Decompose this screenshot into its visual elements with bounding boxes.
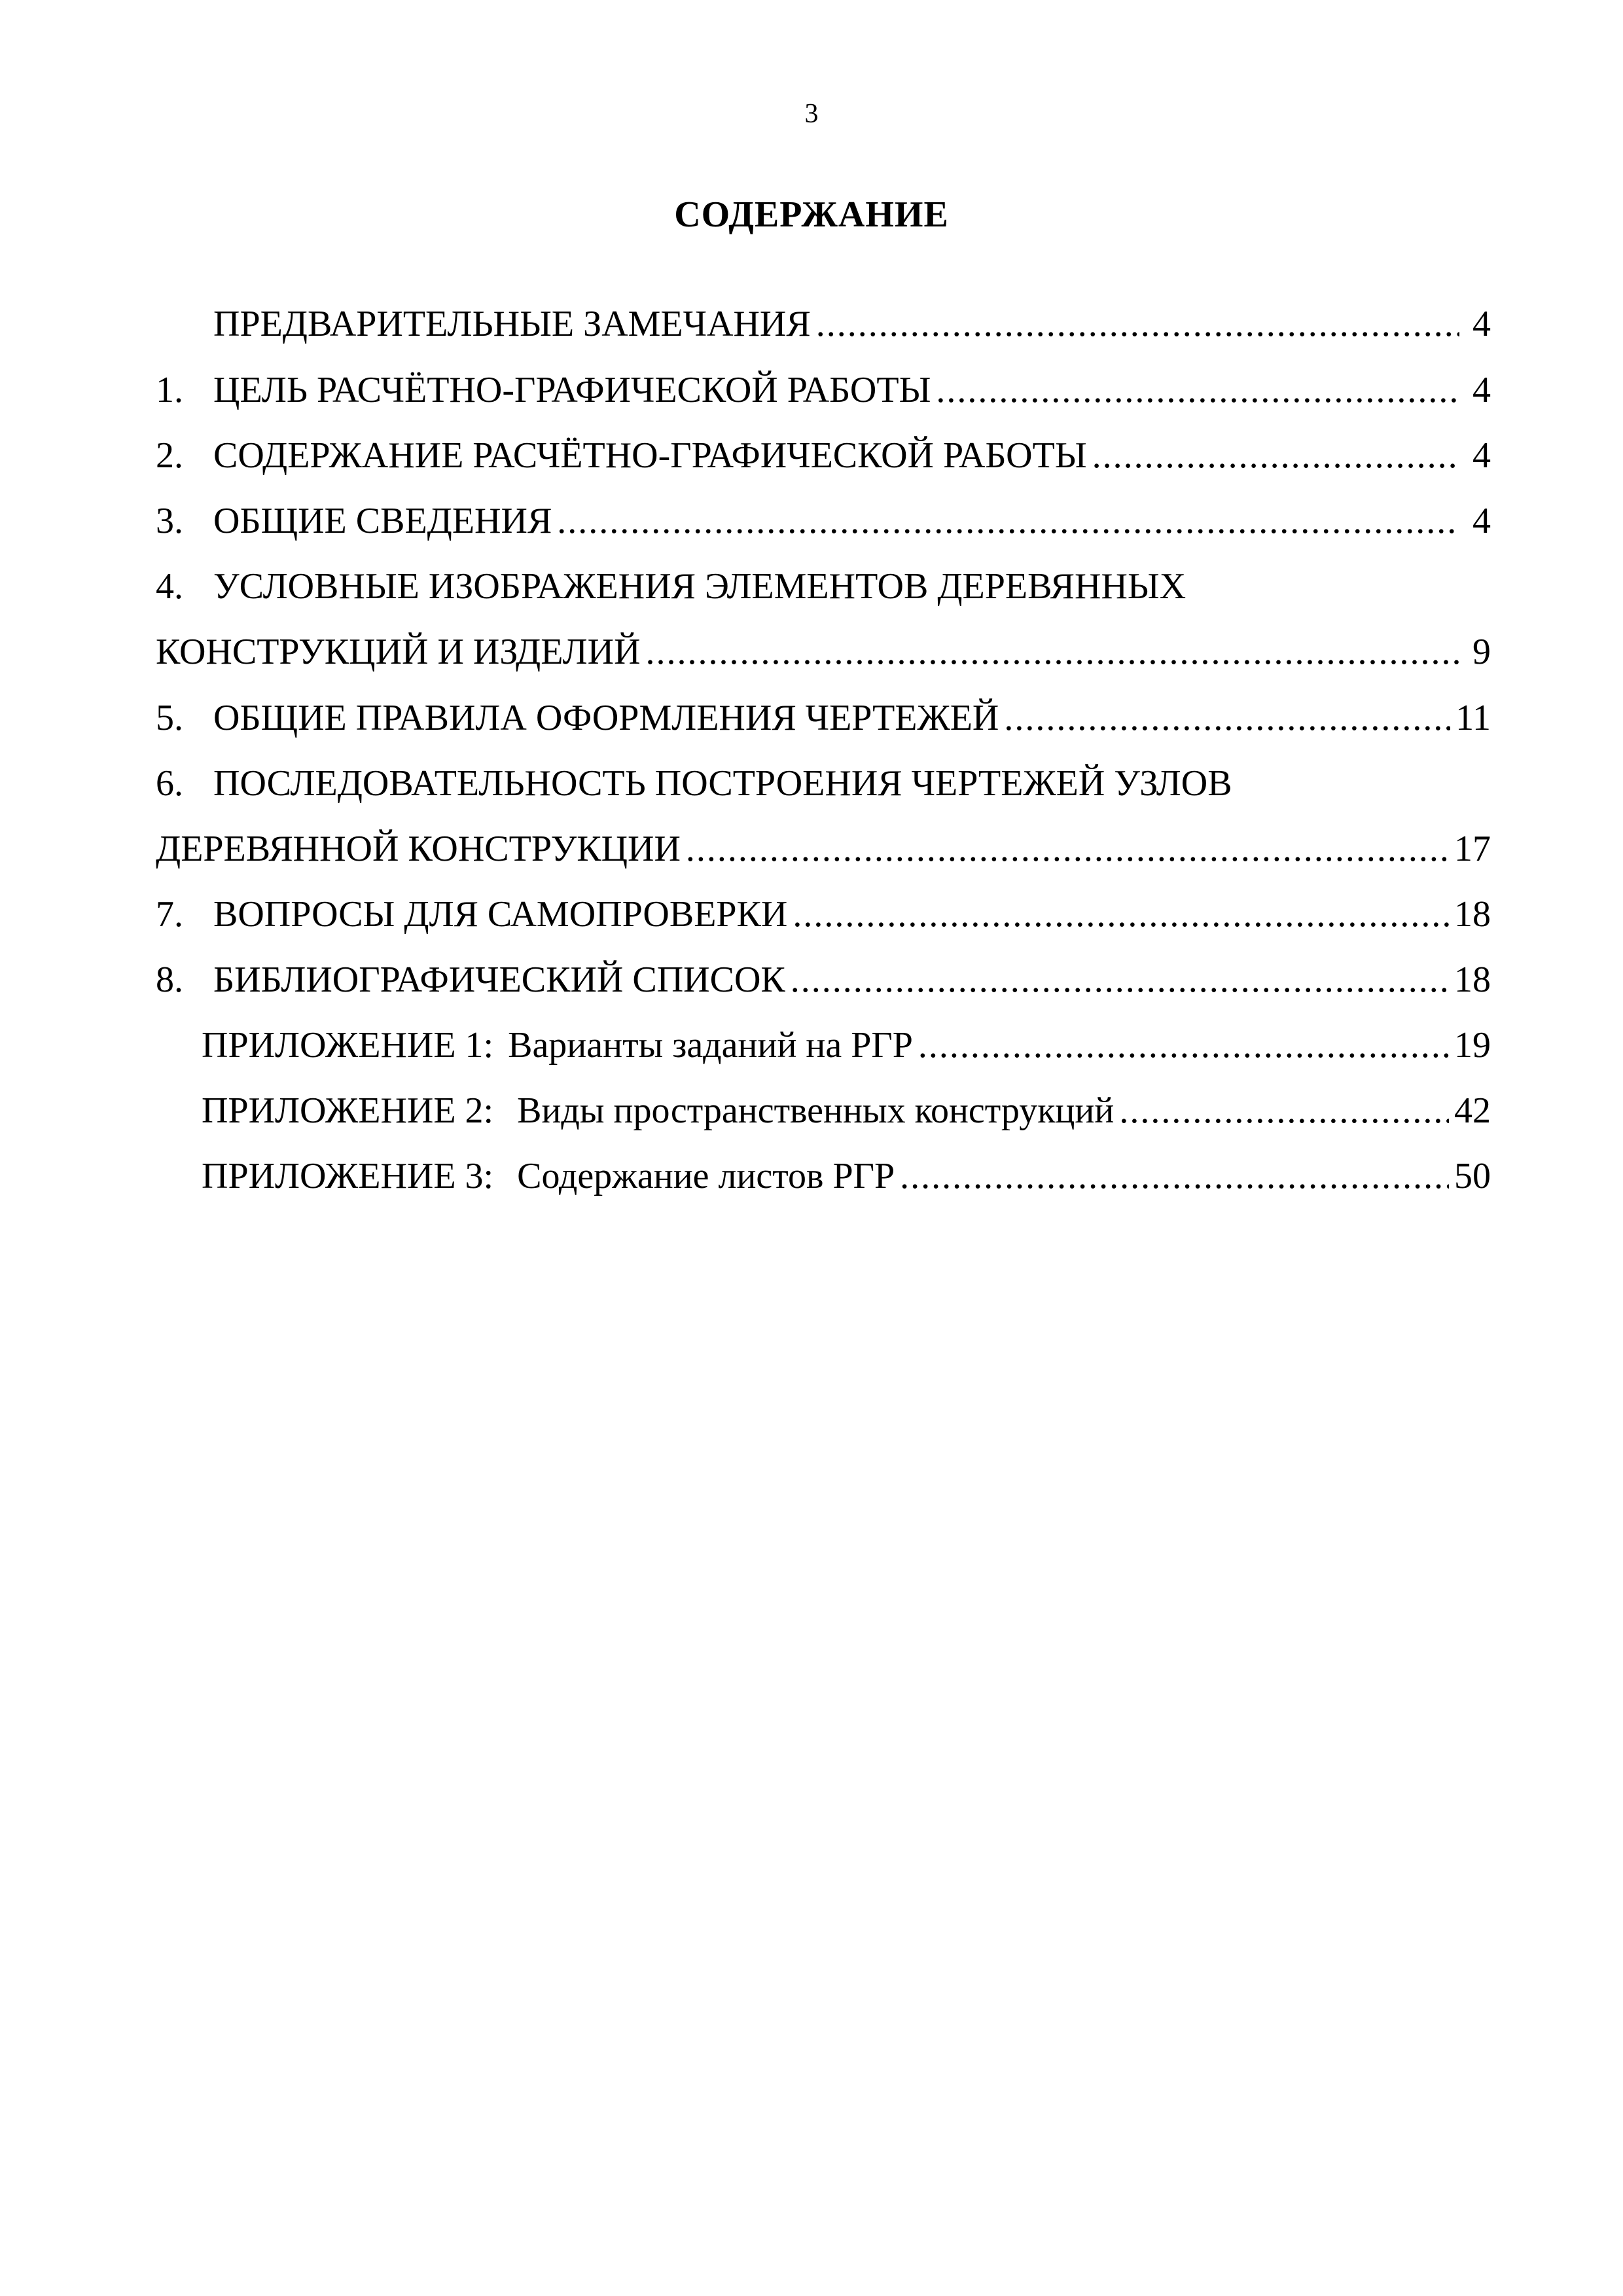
toc-entry-1[interactable] — [156, 364, 1491, 416]
toc-entry-number: 8. — [156, 960, 183, 1000]
toc-entry-8[interactable] — [156, 954, 1491, 1006]
toc-entry-title: ОБЩИЕ ПРАВИЛА ОФОРМЛЕНИЯ ЧЕРТЕЖЕЙ — [213, 698, 999, 738]
toc-leader-dots — [791, 954, 1449, 1006]
toc-entry-title: ВОПРОСЫ ДЛЯ САМОПРОВЕРКИ — [213, 894, 788, 935]
appendix-label: ПРИЛОЖЕНИЕ 3: — [202, 1156, 494, 1196]
toc-entry-2[interactable] — [156, 429, 1491, 482]
toc-entry-number: 7. — [156, 894, 183, 935]
toc-entry-6-continuation[interactable] — [156, 823, 1491, 875]
toc-entry-title: ЦЕЛЬ РАСЧЁТНО-ГРАФИЧЕСКОЙ РАБОТЫ — [213, 370, 931, 410]
toc-entry-3[interactable] — [156, 495, 1491, 547]
toc-entry-6[interactable] — [156, 757, 1491, 810]
toc-entry-title: ПРЕДВАРИТЕЛЬНЫЕ ЗАМЕЧАНИЯ — [213, 304, 811, 344]
toc-entry-page: 17 — [1454, 829, 1491, 869]
toc-entry-7[interactable] — [156, 888, 1491, 941]
toc-leader-dots — [557, 495, 1459, 547]
toc-entry-page: 4 — [1472, 435, 1491, 476]
toc-entry-page: 11 — [1455, 698, 1491, 738]
toc-entry-title: БИБЛИОГРАФИЧЕСКИЙ СПИСОК — [213, 960, 785, 1000]
toc-entry-page: 4 — [1472, 501, 1491, 541]
toc-leader-dots — [936, 364, 1459, 416]
toc-entry-page: 4 — [1472, 304, 1491, 344]
toc-entry-page: 4 — [1472, 370, 1491, 410]
toc-leader-dots — [816, 298, 1459, 350]
toc-leader-dots — [646, 626, 1459, 678]
toc-leader-dots — [1092, 429, 1459, 482]
toc-entry-page: 18 — [1454, 960, 1491, 1000]
toc-appendix-3[interactable] — [202, 1150, 1491, 1202]
toc-entry-page: 42 — [1454, 1090, 1491, 1131]
toc-leader-dots — [900, 1150, 1449, 1202]
toc-entry-5[interactable] — [156, 692, 1491, 744]
toc-title: СОДЕРЖАНИЕ — [674, 194, 949, 235]
toc-entry-page: 18 — [1454, 894, 1491, 935]
toc-entry-number: 4. — [156, 566, 183, 607]
toc-leader-dots — [1119, 1085, 1449, 1137]
toc-entry-title: УСЛОВНЫЕ ИЗОБРАЖЕНИЯ ЭЛЕМЕНТОВ ДЕРЕВЯННЫХ — [213, 566, 1186, 607]
toc-entry-title: ПОСЛЕДОВАТЕЛЬНОСТЬ ПОСТРОЕНИЯ ЧЕРТЕЖЕЙ УЗЛОВ — [213, 763, 1232, 804]
toc-entry-page: 9 — [1472, 632, 1491, 672]
toc-leader-dots — [793, 888, 1449, 941]
toc-entry-page: 19 — [1454, 1025, 1491, 1066]
appendix-title: Содержание листов РГР — [517, 1156, 895, 1196]
toc-appendix-2[interactable] — [202, 1085, 1491, 1137]
toc-entry-preliminary[interactable] — [156, 298, 1491, 350]
toc-entry-title-continuation: ДЕРЕВЯННОЙ КОНСТРУКЦИИ — [156, 829, 681, 869]
appendix-label: ПРИЛОЖЕНИЕ 1: — [202, 1025, 494, 1066]
toc-entry-number: 5. — [156, 698, 183, 738]
appendix-title: Варианты заданий на РГР — [508, 1025, 913, 1066]
toc-entry-title: СОДЕРЖАНИЕ РАСЧЁТНО-ГРАФИЧЕСКОЙ РАБОТЫ — [213, 435, 1087, 476]
toc-entry-title-continuation: КОНСТРУКЦИЙ И ИЗДЕЛИЙ — [156, 632, 641, 672]
toc-entry-number: 6. — [156, 763, 183, 804]
appendix-label: ПРИЛОЖЕНИЕ 2: — [202, 1090, 494, 1131]
toc-entry-number: 2. — [156, 435, 183, 476]
appendix-title: Виды пространственных конструкций — [517, 1090, 1115, 1131]
toc-entry-4[interactable] — [156, 560, 1491, 613]
toc-entry-title: ОБЩИЕ СВЕДЕНИЯ — [213, 501, 552, 541]
page-number: 3 — [804, 99, 819, 129]
toc-entry-number: 1. — [156, 370, 183, 410]
toc-leader-dots — [1004, 692, 1450, 744]
toc-appendix-1[interactable] — [202, 1019, 1491, 1071]
toc-entry-page: 50 — [1454, 1156, 1491, 1196]
toc-entry-number: 3. — [156, 501, 183, 541]
toc-entry-4-continuation[interactable] — [156, 626, 1491, 678]
toc-leader-dots — [686, 823, 1449, 875]
toc-leader-dots — [918, 1019, 1449, 1071]
